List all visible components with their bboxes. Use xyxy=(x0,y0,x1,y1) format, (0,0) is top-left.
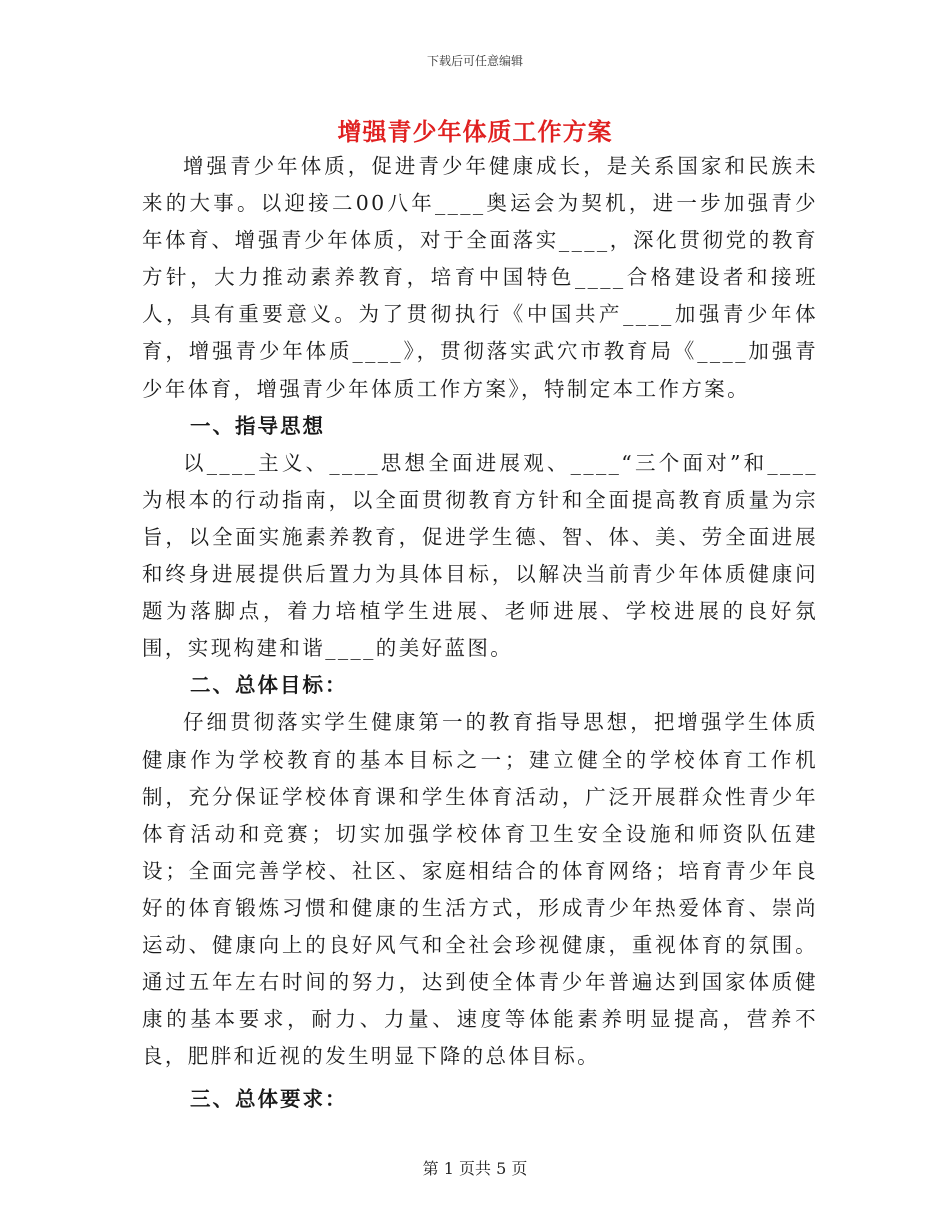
section-heading-overall-requirements: 三、总体要求： xyxy=(190,1087,348,1112)
section-body-overall-goals: 仔细贯彻落实学生健康第一的教育指导思想，把增强学生体质健康作为学校教育的基本目标之一；建立健全的学校体育工作机制，充分保证学校体育课和学生体育活动，广泛开展群众性青少年体育活动和竞赛；切实加强学校体育卫生安全设施和师资队伍建设；全面完善学校、社区、家庭相结合的体育网络；培育青少年良好的体育锻炼习惯和健康的生活方式，形成青少年热爱体育、崇尚运动、健康向上的良好风气和全社会珍视健康，重视体育的氛围。通过五年左右时间的努力，达到使全体青少年普遍达到国家体质健康的基本要求，耐力、力量、速度等体能素养明显提高，营养不良，肥胖和近视的发生明显下降的总体目标。 xyxy=(142,710,818,1069)
section-heading-guiding-ideology: 一、指导思想 xyxy=(190,413,325,438)
page-number: 第 1 页共 5 页 xyxy=(422,1159,528,1178)
intro-paragraph: 增强青少年体质，促进青少年健康成长，是关系国家和民族未来的大事。以迎接二00八年____奥运会为契机，进一步加强青少年体育、增强青少年体质，对于全面落实____，深化贯彻党的教育方针，大力推动素养教育，培育中国特色____合格建设者和接班人，具有重要意义。为了贯彻执行《中国共产____加强青少年体育，增强青少年体质____》，贯彻落实武穴市教育局《____加强青少年体育，增强青少年体质工作方案》，特制定本工作方案。 xyxy=(142,154,818,401)
section-heading-overall-goals: 二、总体目标： xyxy=(190,673,348,698)
document-body xyxy=(142,148,818,1118)
document-title: 增强青少年体质工作方案 xyxy=(337,117,613,146)
section-body-guiding-ideology: 以____主义、____思想全面进展观、____“三个面对”和____为根本的行动指南，以全面贯彻教育方针和全面提高教育质量为宗旨，以全面实施素养教育，促进学生德、智、体、美、劳全面进展和终身进展提供后置力为具体目标，以解决当前青少年体质健康问题为落脚点，着力培植学生进展、老师进展、学校进展的良好氛围，实现构建和谐____的美好蓝图。 xyxy=(142,450,818,661)
page-header: 下载后可任意编辑 xyxy=(426,54,523,68)
